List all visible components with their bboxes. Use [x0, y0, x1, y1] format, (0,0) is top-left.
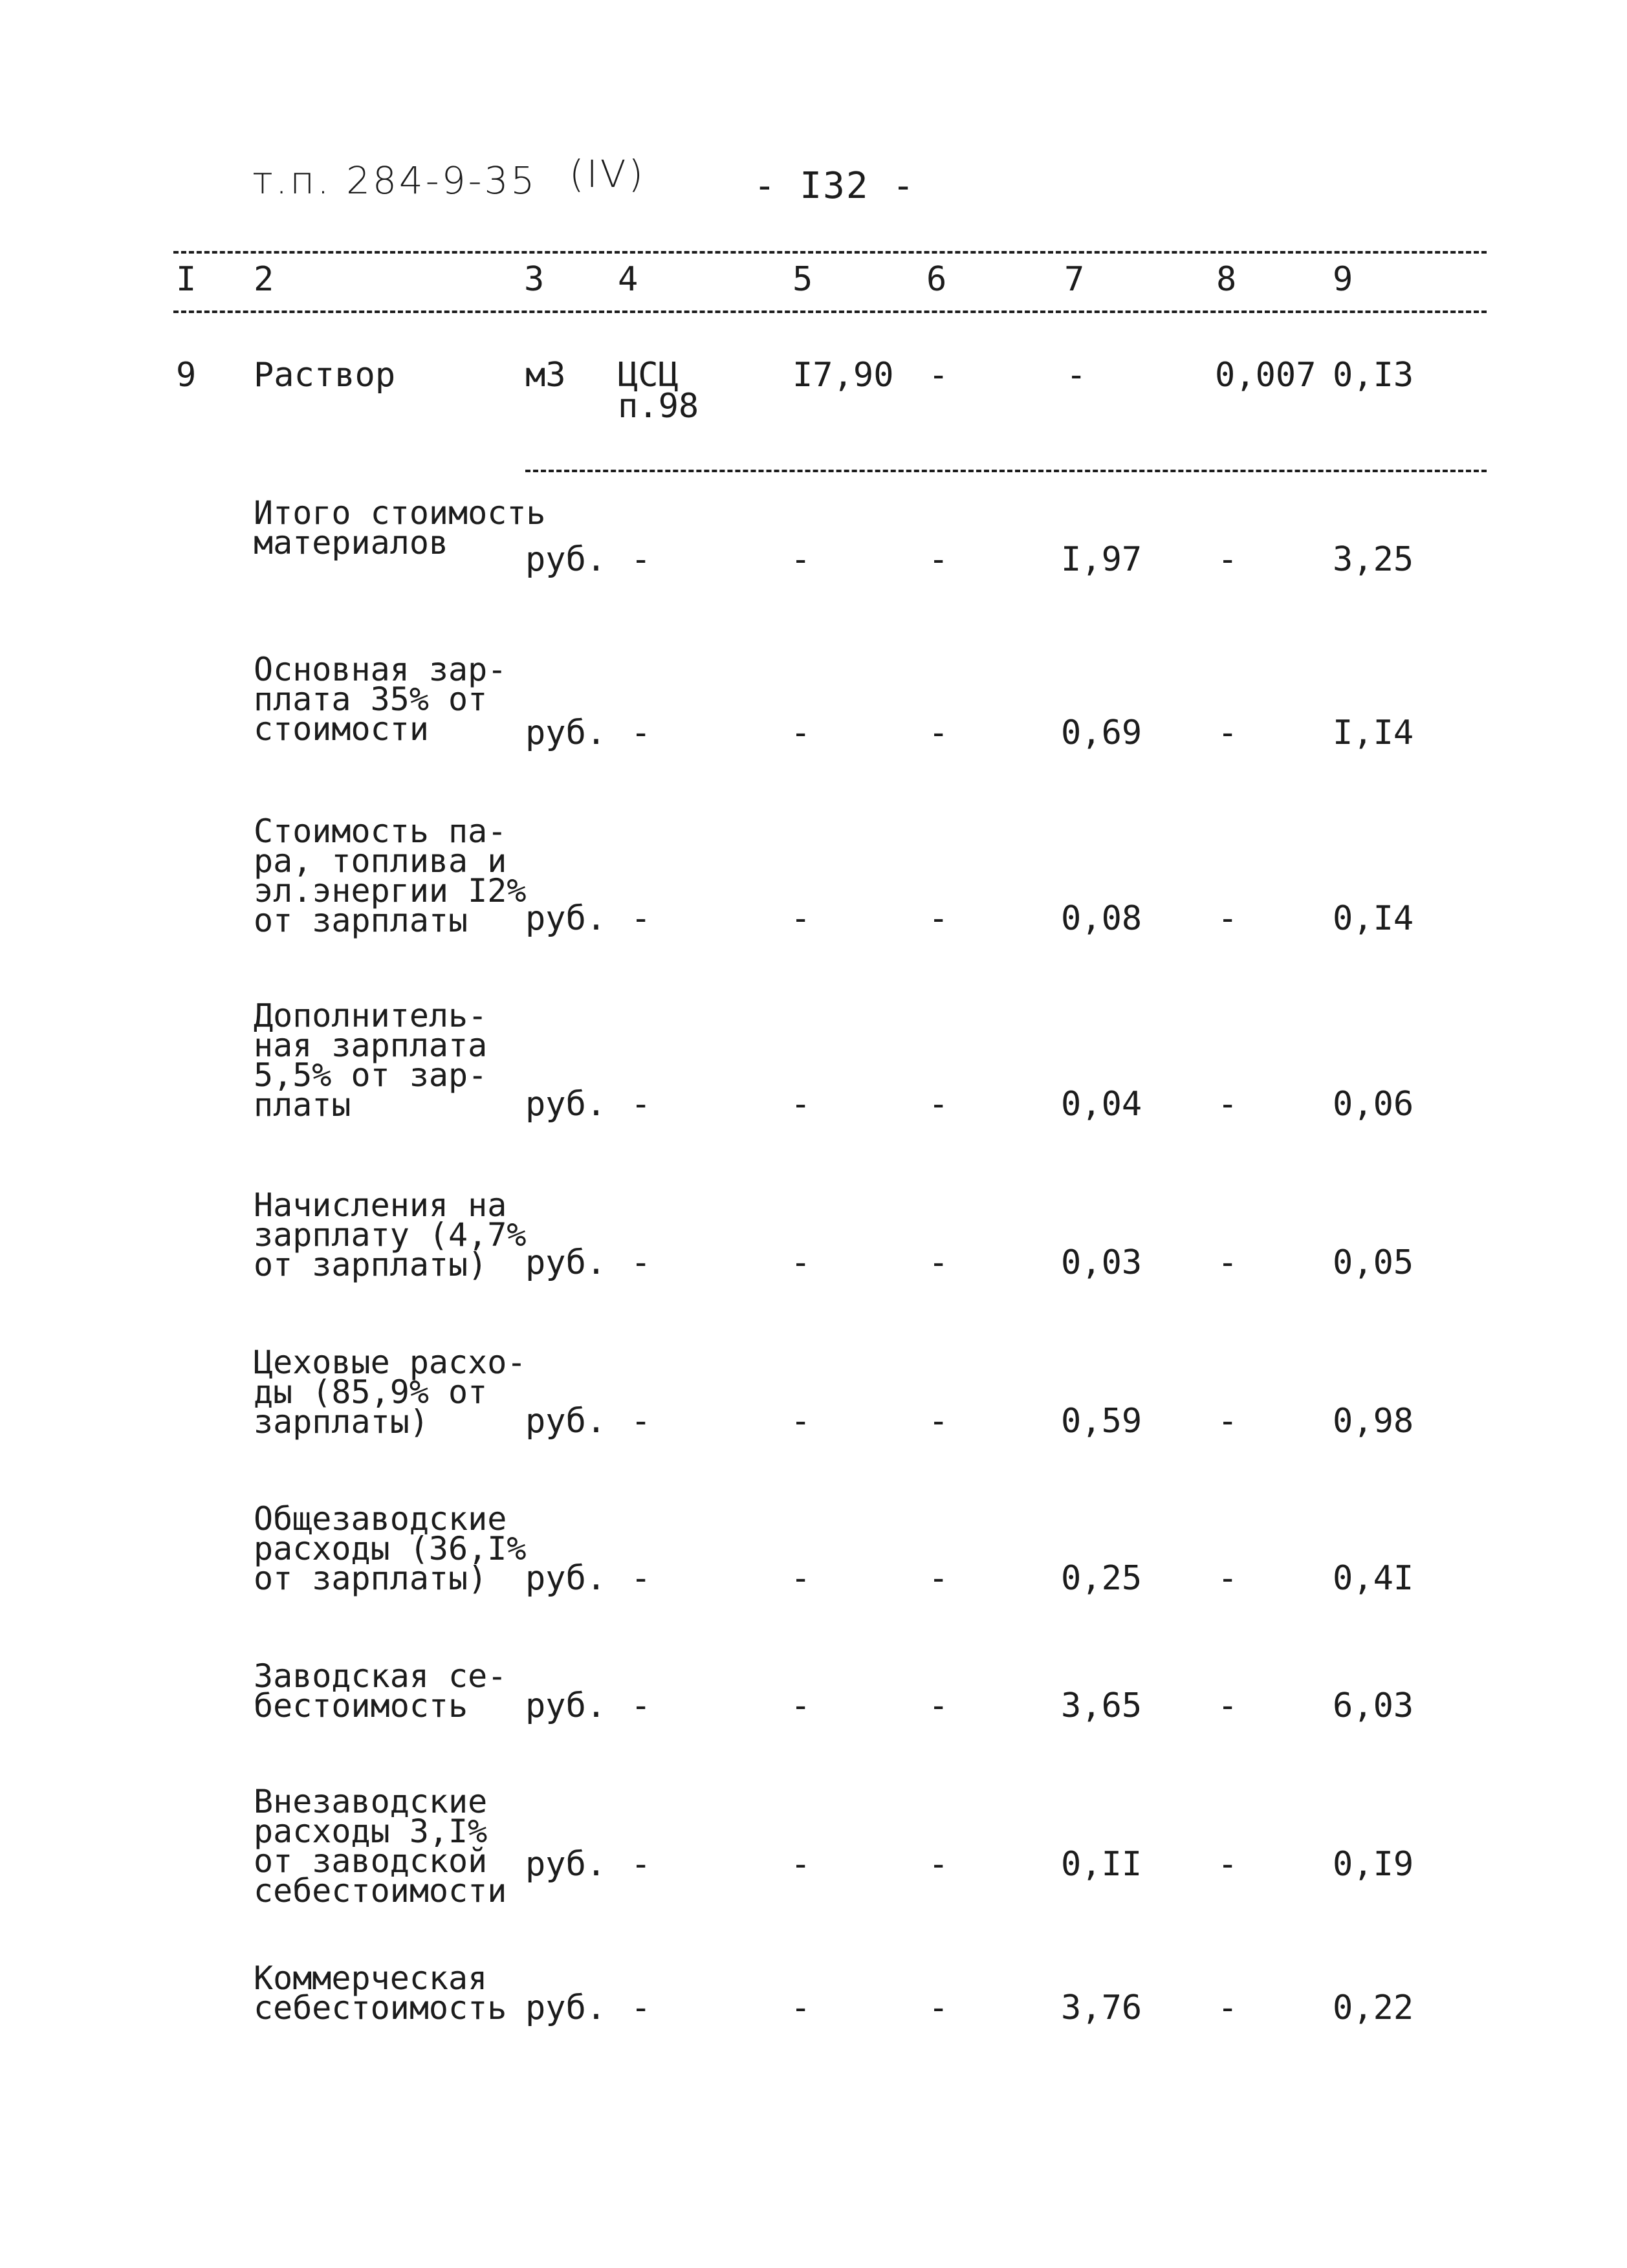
column-number: 7 [1064, 260, 1085, 299]
value-cell: - [1218, 1845, 1238, 1884]
unit-cell: руб. [525, 1243, 607, 1282]
value-cell: - [928, 1402, 949, 1441]
value-cell: 0,69 [1061, 714, 1142, 752]
value-cell: 0,007 [1215, 356, 1316, 395]
cost-item-name: Итого стоимость материалов [254, 494, 546, 562]
value-cell: - [1218, 1085, 1238, 1124]
value-cell: - [631, 1686, 651, 1725]
value-cell: - [928, 1989, 949, 2027]
value-cell: - [631, 1989, 651, 2027]
cost-item-name: Цеховые расхо- ды (85,9% от зарплаты) [254, 1344, 527, 1441]
value-cell: 0,59 [1061, 1402, 1142, 1441]
value-cell: I,97 [1061, 540, 1142, 579]
value-cell: 6,03 [1333, 1686, 1414, 1725]
value-cell: 0,I3 [1333, 356, 1414, 395]
section-rule [525, 470, 1487, 472]
value-cell: - [1066, 356, 1087, 395]
value-cell: - [791, 540, 811, 579]
value-cell: - [791, 714, 811, 752]
value-cell: - [631, 1402, 651, 1441]
column-number: 3 [524, 260, 545, 299]
value-cell: - [791, 1085, 811, 1124]
value-cell: - [631, 1243, 651, 1282]
value-cell: - [928, 1085, 949, 1124]
value-cell: - [1218, 1686, 1238, 1725]
volume-mark: (IV) [569, 152, 646, 196]
cost-item-name: Внезаводские расходы 3,I% от заводской себестоимости [254, 1783, 507, 1910]
value-cell: 0,03 [1061, 1243, 1142, 1282]
value-cell: 0,05 [1333, 1243, 1414, 1282]
cost-item-name: Общезаводские расходы (36,I% от зарплаты) [254, 1500, 527, 1597]
price-cell: I7,90 [792, 356, 894, 395]
reference-line-2: п.98 [618, 387, 699, 426]
unit-cell: руб. [525, 1085, 607, 1124]
value-cell: - [631, 899, 651, 938]
cost-item-name: Стоимость па- ра, топлива и эл.энергии I2% от зарплаты [254, 812, 527, 939]
doc-code: т.п. 284-9-35 [252, 158, 538, 202]
unit-cell: руб. [525, 1686, 607, 1725]
column-number: 8 [1216, 260, 1237, 299]
value-cell: I,I4 [1333, 714, 1414, 752]
unit-cell: руб. [525, 540, 607, 579]
value-cell: - [631, 1559, 651, 1598]
unit-cell: руб. [525, 1989, 607, 2027]
unit-cell: руб. [525, 1845, 607, 1884]
cost-item-name: Начисления на зарплату (4,7% от зарплаты) [254, 1186, 527, 1283]
column-number: 6 [926, 260, 947, 299]
value-cell: - [928, 714, 949, 752]
page-number: - I32 - [754, 165, 916, 207]
value-cell: - [791, 1559, 811, 1598]
column-number: 5 [792, 260, 813, 299]
cost-item-name: Основная зар- плата 35% от стоимости [254, 651, 507, 748]
row-number: 9 [176, 356, 197, 395]
header-top-rule [173, 251, 1487, 254]
value-cell: - [928, 540, 949, 579]
value-cell: - [1218, 1989, 1238, 2027]
cost-item-name: Коммерческая себестоимость [254, 1959, 507, 2027]
value-cell: - [791, 1845, 811, 1884]
value-cell: - [1218, 1243, 1238, 1282]
column-number: 4 [618, 260, 639, 299]
value-cell: - [1218, 1559, 1238, 1598]
unit-cell: руб. [525, 1402, 607, 1441]
value-cell: 0,4I [1333, 1559, 1414, 1598]
unit-cell: руб. [525, 1559, 607, 1598]
value-cell: - [791, 1243, 811, 1282]
value-cell: 0,25 [1061, 1559, 1142, 1598]
value-cell: - [791, 1989, 811, 2027]
value-cell: - [928, 356, 949, 395]
cost-item-name: Дополнитель- ная зарплата 5,5% от зар- платы [254, 997, 488, 1124]
value-cell: - [791, 899, 811, 938]
value-cell: - [1218, 540, 1238, 579]
value-cell: 0,98 [1333, 1402, 1414, 1441]
value-cell: - [791, 1402, 811, 1441]
unit-cell: руб. [525, 899, 607, 938]
value-cell: - [631, 540, 651, 579]
value-cell: - [1218, 1402, 1238, 1441]
value-cell: 0,II [1061, 1845, 1142, 1884]
value-cell: - [1218, 899, 1238, 938]
value-cell: - [928, 1243, 949, 1282]
unit-cell: м3 [525, 356, 566, 395]
value-cell: - [631, 714, 651, 752]
reference-line-1: ЦСЦ [618, 356, 679, 395]
value-cell: - [631, 1845, 651, 1884]
value-cell: - [928, 1686, 949, 1725]
value-cell: 0,22 [1333, 1989, 1414, 2027]
value-cell: - [928, 1559, 949, 1598]
cost-item-name: Заводская се- бестоимость [254, 1657, 507, 1725]
material-name: Раствор [254, 356, 396, 395]
value-cell: 0,I9 [1333, 1845, 1414, 1884]
value-cell: 3,25 [1333, 540, 1414, 579]
value-cell: - [1218, 714, 1238, 752]
value-cell: 0,I4 [1333, 899, 1414, 938]
value-cell: - [928, 1845, 949, 1884]
value-cell: 0,08 [1061, 899, 1142, 938]
value-cell: 0,04 [1061, 1085, 1142, 1124]
value-cell: - [631, 1085, 651, 1124]
header-bottom-rule [173, 311, 1487, 313]
value-cell: 0,06 [1333, 1085, 1414, 1124]
column-number: 9 [1333, 260, 1353, 299]
value-cell: 3,65 [1061, 1686, 1142, 1725]
value-cell: - [791, 1686, 811, 1725]
value-cell: 3,76 [1061, 1989, 1142, 2027]
unit-cell: руб. [525, 714, 607, 752]
value-cell: - [928, 899, 949, 938]
column-number: 2 [254, 260, 274, 299]
column-number: I [176, 260, 197, 299]
